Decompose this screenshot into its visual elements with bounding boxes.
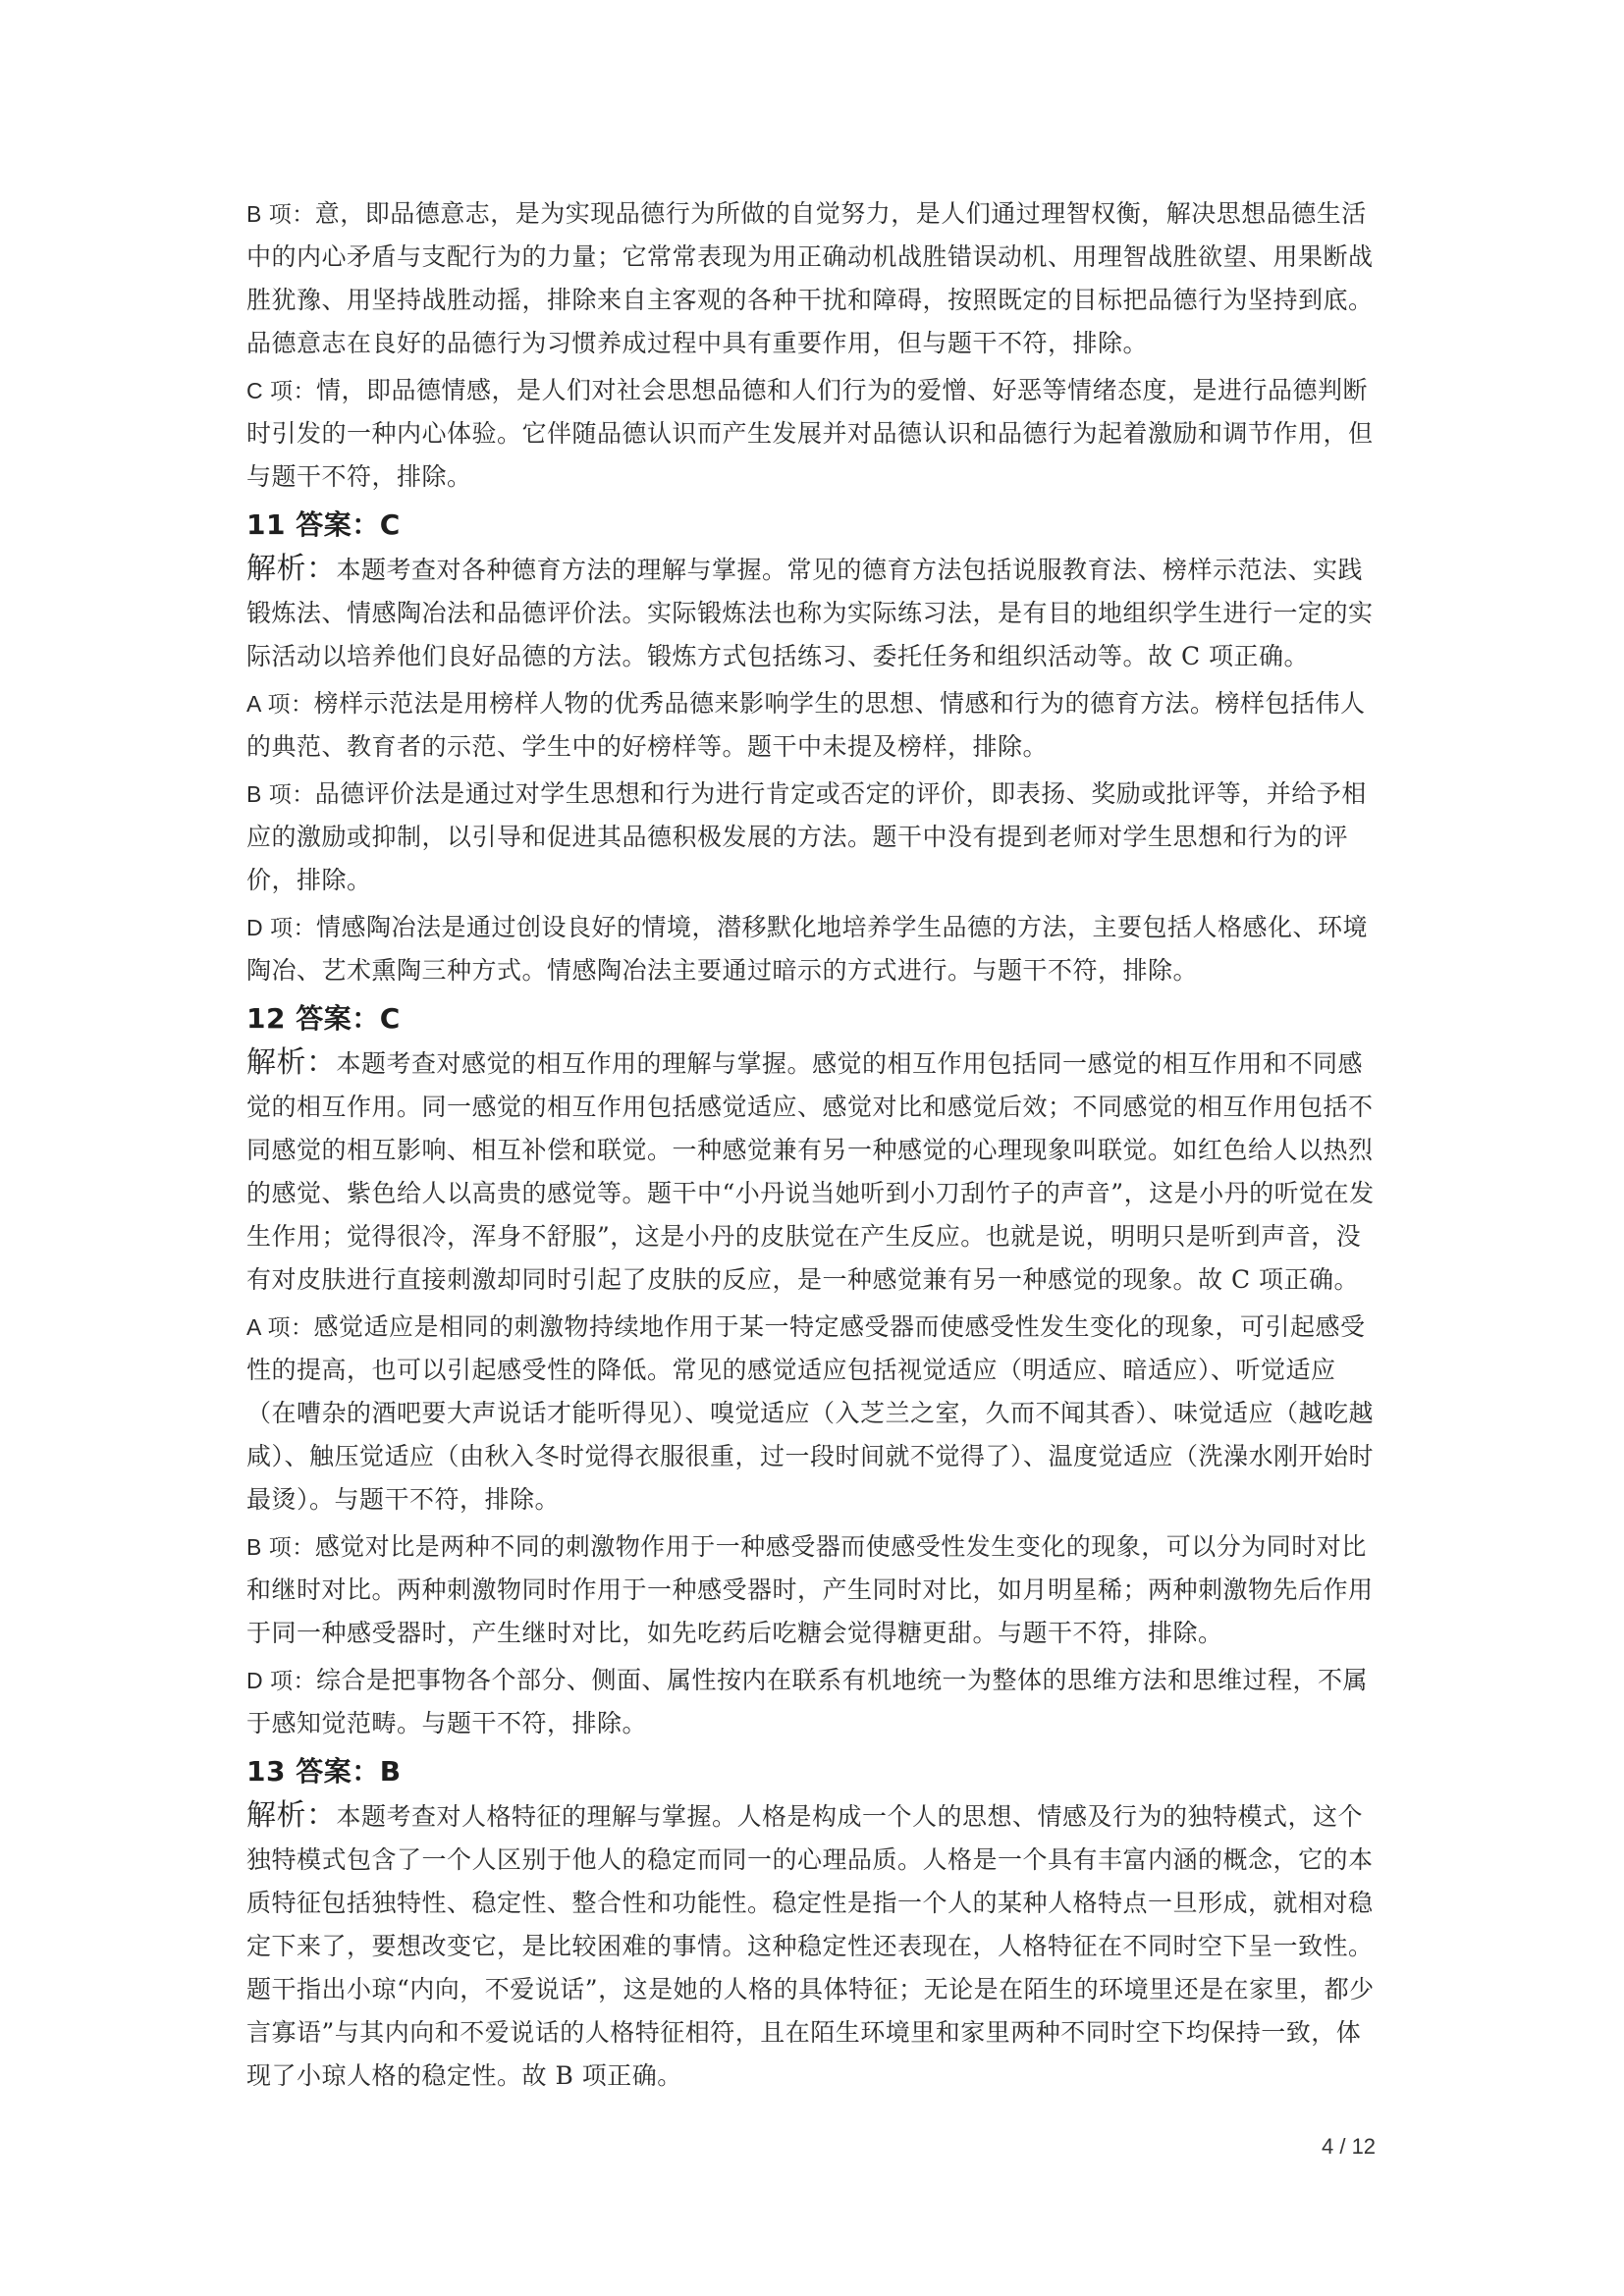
- option-text: 意，即品德意志，是为实现品德行为所做的自觉努力，是人们通过理智权衡，解决思想品德生活中的内心矛盾与支配行为的力量；它常常表现为用正确动机战胜错误动机、用理智战胜欲望、用果断战胜犹豫、用坚持战胜动摇，排除来自主客观的各种干扰和障碍，按照既定的目标把品德行为坚持到底。品德意志在良好的品德行为习惯养成过程中具有重要作用，但与题干不符，排除。: [246, 199, 1374, 357]
- option-label: C 项：: [246, 378, 316, 403]
- option-label: B 项：: [246, 781, 315, 807]
- paragraph-option-b-intro: [246, 192, 1378, 365]
- paragraph-12-option-a: [246, 1306, 1378, 1522]
- document-body: [246, 192, 1378, 2102]
- option-label: A 项：: [246, 691, 314, 717]
- option-text: 综合是把事物各个部分、侧面、属性按内在联系有机地统一为整体的思维方法和思维过程，不属于感知觉范畴。与题干不符，排除。: [246, 1666, 1369, 1737]
- analysis-paragraph-13: [246, 1794, 1378, 2098]
- paragraph-11-option-b: [246, 773, 1378, 902]
- option-text: 榜样示范法是用榜样人物的优秀品德来影响学生的思想、情感和行为的德育方法。榜样包括伟人的典范、教育者的示范、学生中的好榜样等。题干中未提及榜样，排除。: [246, 689, 1366, 761]
- option-label: D 项：: [246, 1668, 316, 1693]
- option-text: 感觉适应是相同的刺激物持续地作用于某一特定感受器而使感受性发生变化的现象，可引起感受性的提高，也可以引起感受性的降低。常见的感觉适应包括视觉适应（明适应、暗适应）、听觉适应（在嘈杂的酒吧要大声说话才能听得见）、嗅觉适应（入芝兰之室，久而不闻其香）、味觉适应（越吃越咸）、触压觉适应（由秋入冬时觉得衣服很重，过一段时间就不觉得了）、温度觉适应（洗澡水刚开始时最烫）。与题干不符，排除。: [246, 1312, 1375, 1514]
- analysis-text: 本题考查对人格特征的理解与掌握。人格是构成一个人的思想、情感及行为的独特模式，这个独特模式包含了一个人区别于他人的稳定而同一的心理品质。人格是一个具有丰富内涵的概念，它的本质特征包括独特性、稳定性、整合性和功能性。稳定性是指一个人的某种人格特点一旦形成，就相对稳定下来了，要想改变它，是比较困难的事情。这种稳定性还表现在，人格特征在不同时空下呈一致性。题干指出小琼“内向，不爱说话”，这是她的人格的具体特征；无论是在陌生的环境里还是在家里，都少言寡语”与其内向和不爱说话的人格特征相符，且在陌生环境里和家里两种不同时空下均保持一致，体现了小琼人格的稳定性。故 B 项正确。: [246, 1802, 1375, 2090]
- paragraph-12-option-d: [246, 1659, 1378, 1745]
- option-text: 情感陶冶法是通过创设良好的情境，潜移默化地培养学生品德的方法，主要包括人格感化、环境陶冶、艺术熏陶三种方式。情感陶冶法主要通过暗示的方式进行。与题干不符，排除。: [246, 913, 1369, 985]
- option-label: D 项：: [246, 915, 316, 940]
- analysis-paragraph-11: [246, 548, 1378, 678]
- page-number: 4 / 12: [1322, 2134, 1377, 2159]
- answer-heading-11: 11 答案：C: [246, 508, 401, 541]
- analysis-text: 本题考查对感觉的相互作用的理解与掌握。感觉的相互作用包括同一感觉的相互作用和不同感觉的相互作用。同一感觉的相互作用包括感觉适应、感觉对比和感觉后效；不同感觉的相互作用包括不同感觉的相互影响、相互补偿和联觉。一种感觉兼有另一种感觉的心理现象叫联觉。如红色给人以热烈的感觉、紫色给人以高贵的感觉等。题干中“小丹说当她听到小刀刮竹子的声音”，这是小丹的听觉在发生作用；觉得很冷，浑身不舒服”，这是小丹的皮肤觉在产生反应。也就是说，明明只是听到声音，没有对皮肤进行直接刺激却同时引起了皮肤的反应，是一种感觉兼有另一种感觉的现象。故 C 项正确。: [246, 1049, 1375, 1294]
- option-label: B 项：: [246, 201, 315, 227]
- analysis-text: 本题考查对各种德育方法的理解与掌握。常见的德育方法包括说服教育法、榜样示范法、实践锻炼法、情感陶冶法和品德评价法。实际锻炼法也称为实际练习法，是有目的地组织学生进行一定的实际活动以培养他们良好品德的方法。锻炼方式包括练习、委托任务和组织活动等。故 C 项正确。: [246, 556, 1374, 670]
- paragraph-11-option-a: [246, 682, 1378, 769]
- option-text: 情，即品德情感，是人们对社会思想品德和人们行为的爱憎、好恶等情绪态度，是进行品德判断时引发的一种内心体验。它伴随品德认识而产生发展并对品德认识和品德行为起着激励和调节作用，但与题干不符，排除。: [246, 376, 1374, 491]
- paragraph-option-c-intro: [246, 369, 1378, 499]
- paragraph-11-option-d: [246, 906, 1378, 992]
- answer-heading-13: 13 答案：B: [246, 1755, 402, 1788]
- option-label: A 项：: [246, 1314, 314, 1340]
- option-label: B 项：: [246, 1534, 315, 1560]
- paragraph-12-option-b: [246, 1525, 1378, 1655]
- analysis-label: 解析：: [246, 552, 337, 586]
- analysis-label: 解析：: [246, 1045, 337, 1080]
- answer-heading-12: 12 答案：C: [246, 1002, 401, 1035]
- option-text: 感觉对比是两种不同的刺激物作用于一种感受器而使感受性发生变化的现象，可以分为同时对比和继时对比。两种刺激物同时作用于一种感受器时，产生同时对比，如月明星稀；两种刺激物先后作用于同一种感受器时，产生继时对比，如先吃药后吃糖会觉得糖更甜。与题干不符，排除。: [246, 1532, 1374, 1647]
- analysis-paragraph-12: [246, 1041, 1378, 1302]
- analysis-label: 解析：: [246, 1798, 337, 1833]
- option-text: 品德评价法是通过对学生思想和行为进行肯定或否定的评价，即表扬、奖励或批评等，并给予相应的激励或抑制，以引导和促进其品德积极发展的方法。题干中没有提到老师对学生思想和行为的评价，排除。: [246, 779, 1367, 894]
